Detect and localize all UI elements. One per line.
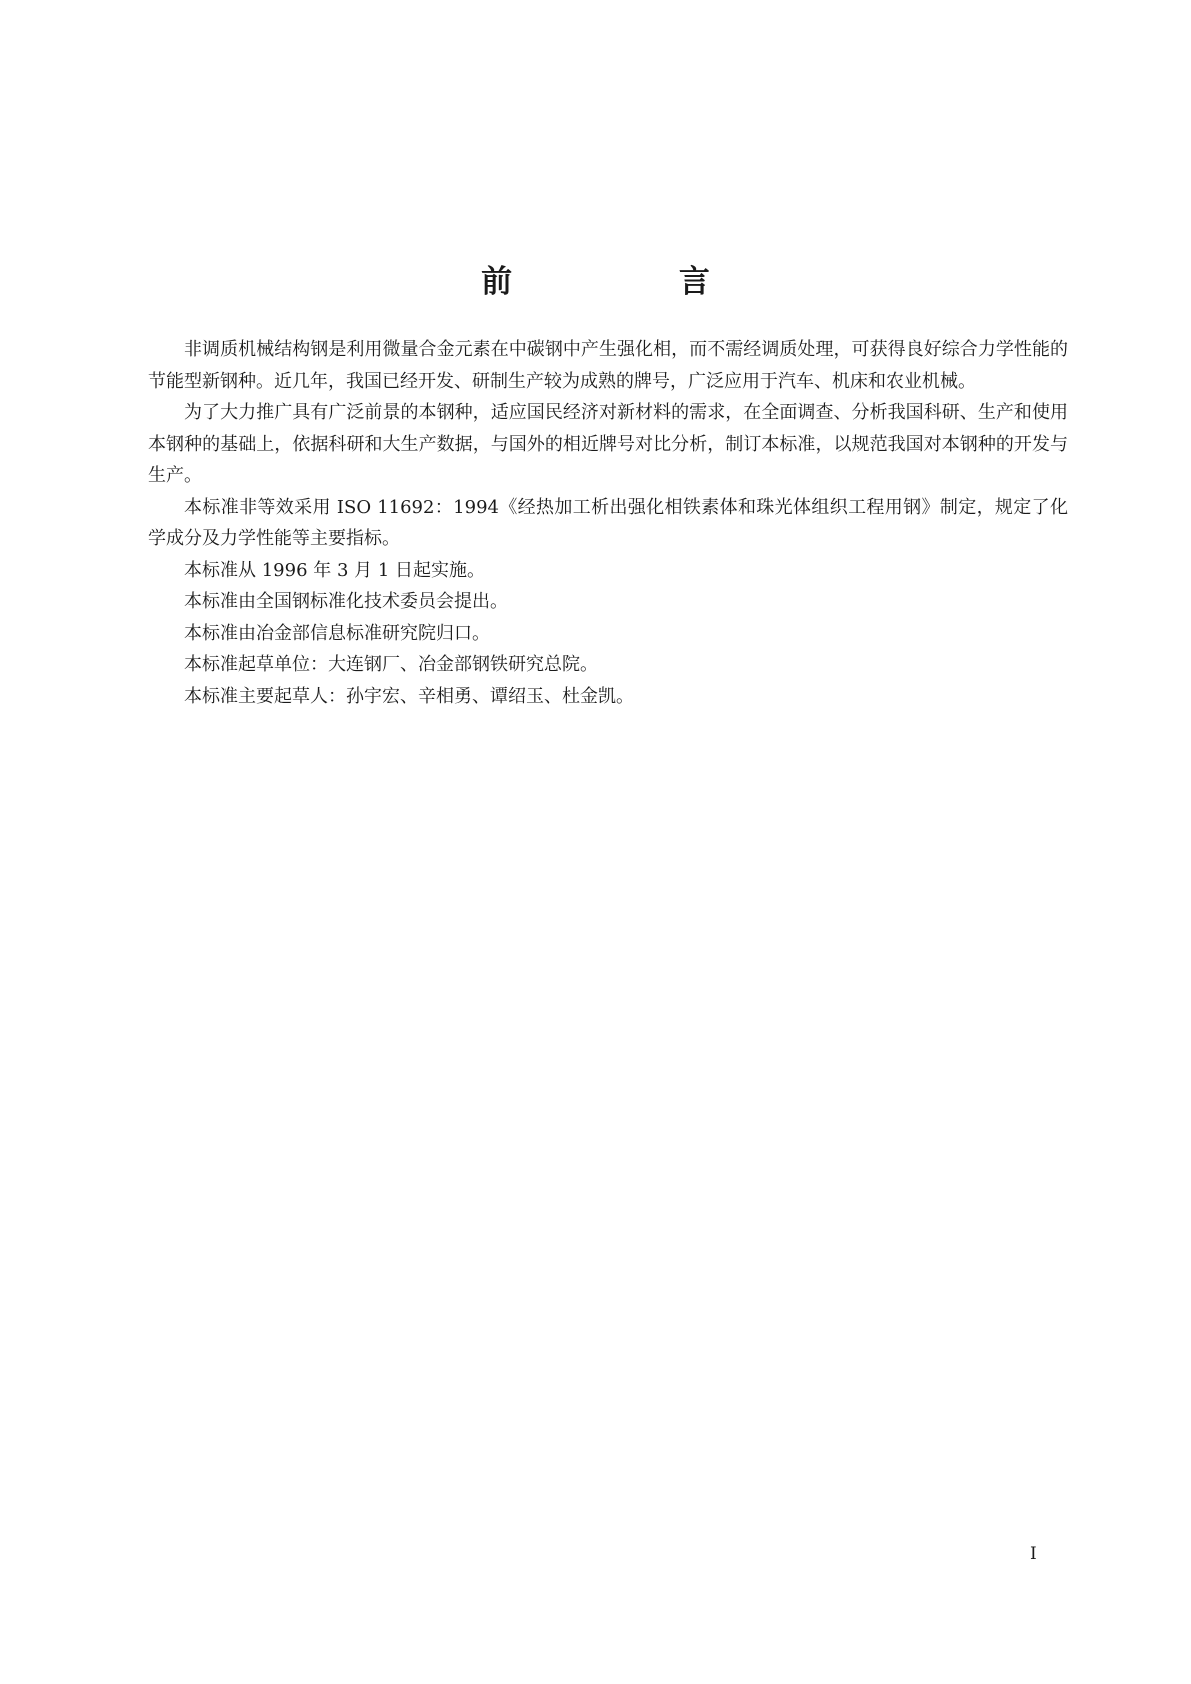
paragraph-proposer: 本标准由全国钢标准化技术委员会提出。 bbox=[184, 591, 508, 612]
paragraph-intro: 非调质机械结构钢是利用微量合金元素在中碳钢中产生强化相，而不需经调质处理，可获得良好综合力学性能的节能型新钢种。近几年，我国已经开发、研制生产较为成熟的牌号，广泛应用于汽车、机床和农业机械。 bbox=[148, 339, 1068, 392]
paragraph-reference-standard: 本标准非等效采用 ISO 11692：1994《经热加工析出强化相铁素体和珠光体组织工程用钢》制定，规定了化学成分及力学性能等主要指标。 bbox=[148, 496, 1068, 549]
paragraph-drafters: 本标准主要起草人：孙宇宏、辛相勇、谭绍玉、杜金凯。 bbox=[184, 685, 634, 707]
paragraph-administrator: 本标准由冶金部信息标准研究院归口。 bbox=[184, 622, 490, 644]
paragraph-effective-date: 本标准从 1996 年 3 月 1 日起实施。 bbox=[184, 559, 486, 581]
page-number: I bbox=[1030, 1544, 1037, 1564]
paragraph-purpose: 为了大力推广具有广泛前景的本钢种，适应国民经济对新材料的需求，在全面调查、分析我国科研、生产和使用本钢种的基础上，依据科研和大生产数据，与国外的相近牌号对比分析，制订本标准，以规范我国对本钢种的开发与生产。 bbox=[148, 402, 1068, 486]
paragraph-drafting-units: 本标准起草单位：大连钢厂、冶金部钢铁研究总院。 bbox=[184, 654, 598, 675]
page-title: 前 言 bbox=[481, 264, 788, 300]
foreword-body bbox=[148, 334, 1068, 712]
